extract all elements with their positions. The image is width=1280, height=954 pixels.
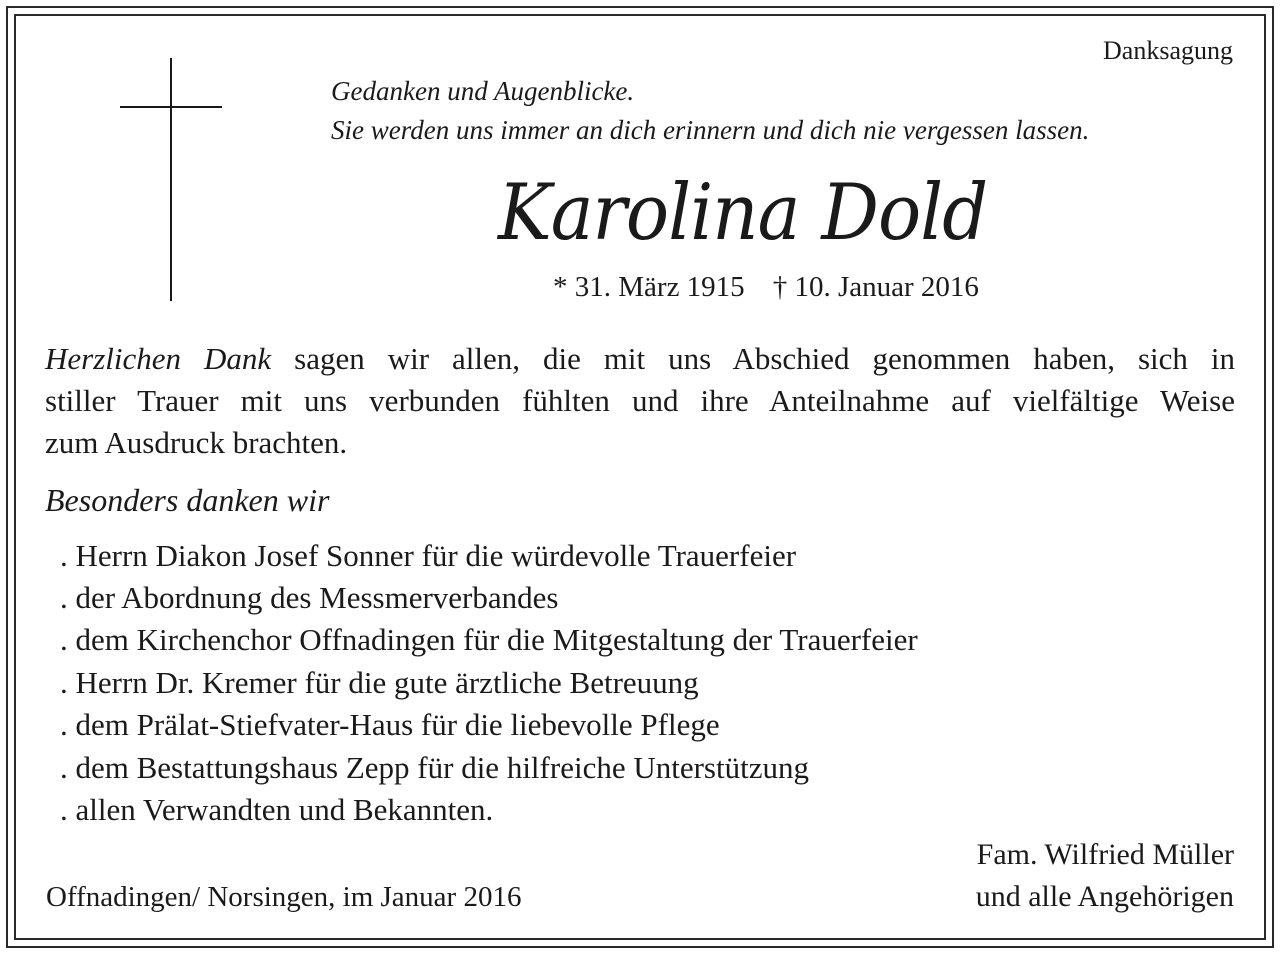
signature-line-2: und alle Angehörigen — [975, 880, 1234, 913]
life-dates — [553, 271, 979, 304]
special-thanks-heading: Besonders danken wir — [45, 482, 330, 518]
place-and-date: Offnadingen/ Norsingen, im Januar 2016 — [46, 881, 522, 913]
notice-type-label: Danksagung — [1103, 36, 1233, 65]
deceased-name: Karolina Dold — [498, 168, 988, 258]
thanks-list-item: . der Abordnung des Messmerverbandes — [60, 580, 559, 615]
motto-line-2: Sie werden uns immer an dich erinnern und dich nie vergessen lassen. — [331, 115, 1090, 145]
thanks-list-item: . dem Kirchenchor Offnadingen für die Mitgestaltung der Trauerfeier — [60, 622, 918, 657]
cross-vertical-bar — [170, 58, 172, 301]
thanks-list-item: . dem Prälat-Stiefvater-Haus für die liebevolle Pflege — [60, 707, 720, 742]
signature-line-1: Fam. Wilfried Müller — [976, 838, 1234, 871]
thanks-paragraph-line-1 — [45, 341, 1235, 377]
death-date: † 10. Januar 2016 — [772, 271, 979, 303]
cross-horizontal-bar — [120, 106, 222, 108]
thanks-list-item: . Herrn Diakon Josef Sonner für die würdevolle Trauerfeier — [60, 538, 797, 573]
motto-line-1: Gedanken und Augenblicke. — [331, 76, 635, 106]
thanks-list-item: . Herrn Dr. Kremer für die gute ärztliche Betreuung — [60, 665, 699, 700]
thanks-emphasis: Herzlichen Dank — [45, 341, 272, 376]
thanks-list-item: . allen Verwandten und Bekannten. — [60, 792, 494, 827]
thanks-paragraph-line-2: stiller Trauer mit uns verbunden fühlten und ihre Anteilnahme auf vielfältige Weise — [45, 383, 1235, 418]
thanks-paragraph-line-1-rest: sagen wir allen, die mit uns Abschied genommen haben, sich in — [271, 341, 1236, 376]
birth-date: * 31. März 1915 — [553, 271, 745, 303]
thanks-paragraph-line-3: zum Ausdruck brachten. — [45, 425, 348, 460]
thanks-list-item: . dem Bestattungshaus Zepp für die hilfreiche Unterstützung — [60, 750, 809, 785]
